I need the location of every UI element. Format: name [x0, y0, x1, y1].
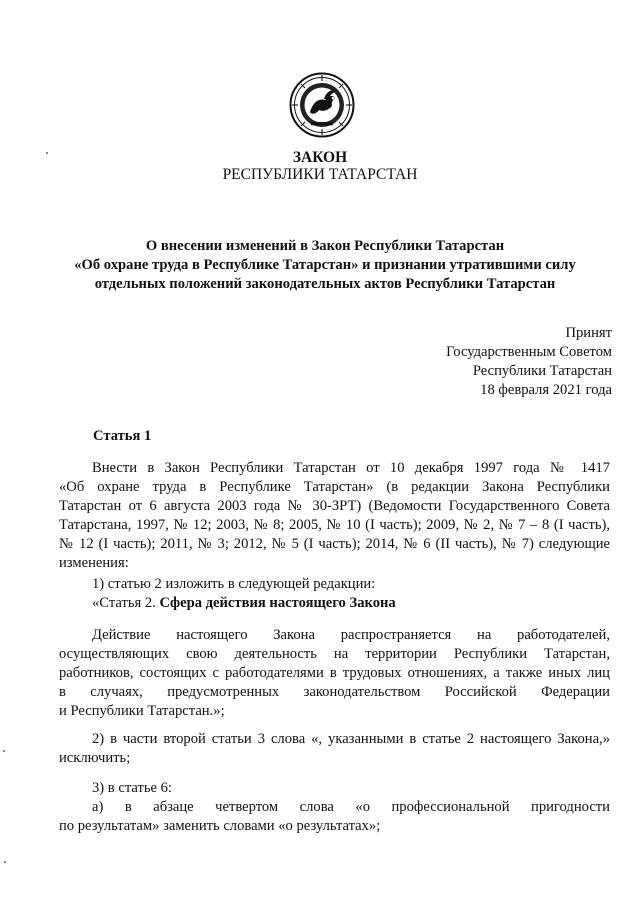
- scan-speck: [46, 152, 48, 154]
- adoption-block: [446, 324, 612, 400]
- article-quote-prefix: «Статья 2.: [92, 595, 160, 611]
- text-line: Действие настоящего Закона распространяется на работодателей,: [92, 627, 610, 643]
- adoption-date: 18 февраля 2021 года: [480, 382, 612, 398]
- text-line: осуществляющих свою деятельность на территории Республики Татарстан,: [59, 646, 610, 662]
- paragraph-amendment-intro: [59, 459, 610, 573]
- text-line: Внести в Закон Республики Татарстан от 10 декабря 1997 года № 1417: [92, 460, 610, 476]
- adoption-line: Принят: [565, 325, 612, 341]
- text-line: Татарстан от 6 августа 2003 года № 30-ЗРТ) (Ведомости Государственного Совета: [59, 498, 610, 514]
- document-type-title: ЗАКОН: [292, 149, 348, 166]
- scan-speck: [3, 750, 5, 752]
- paragraph-article-2-text: [59, 626, 610, 721]
- subject-line: О внесении изменений в Закон Республики Татарстан: [145, 238, 505, 254]
- law-subject: [70, 237, 580, 294]
- adoption-line: Республики Татарстан: [472, 363, 612, 379]
- text-line: в случаях, предусмотренных законодательством Российской Федерации: [59, 684, 610, 700]
- subject-line: «Об охране труда в Республике Татарстан» и признании утратившими силу: [74, 257, 576, 273]
- text-line: № 12 (I часть); 2011, № 3; 2012, № 5 (I часть); 2014, № 6 (II часть), № 7) следующие: [59, 536, 610, 552]
- text-line: исключить;: [59, 750, 131, 766]
- paragraph-item-2: [59, 730, 610, 768]
- text-line: [59, 594, 610, 613]
- text-line: 2) в части второй статьи 3 слова «, указанными в статье 2 настоящего Закона,»: [92, 731, 610, 747]
- text-line: по результатам» заменить словами «о результатах»;: [59, 818, 381, 834]
- text-line: изменения:: [59, 555, 129, 571]
- subject-line: отдельных положений законодательных актов Республики Татарстан: [94, 276, 556, 292]
- text-line: работников, состоящих с работодателями в трудовых отношениях, а также иных лиц: [59, 665, 610, 681]
- paragraph-item-3: [59, 779, 610, 836]
- article-heading: Статья 1: [93, 428, 152, 444]
- text-line: 3) в статье 6:: [92, 780, 172, 796]
- paragraph-item-1: [59, 575, 610, 613]
- adoption-line: Государственным Советом: [446, 344, 612, 360]
- text-line: и Республики Татарстан.»;: [59, 703, 225, 719]
- scan-speck: [4, 861, 6, 863]
- text-line: Татарстана, 1997, № 12; 2003, № 8; 2005, № 10 (I часть); 2009, № 2, № 7 – 8 (I часть),: [59, 517, 610, 533]
- text-line: 1) статью 2 изложить в следующей редакции:: [92, 576, 376, 592]
- coat-of-arms-seal: [289, 72, 355, 138]
- article-quote-title: Сфера действия настоящего Закона: [159, 595, 396, 611]
- issuer-title: РЕСПУБЛИКИ ТАТАРСТАН: [222, 166, 418, 183]
- text-line: а) в абзаце четвертом слова «о профессиональной пригодности: [92, 799, 610, 815]
- text-line: «Об охране труда в Республике Татарстан» (в редакции Закона Республики: [59, 479, 610, 495]
